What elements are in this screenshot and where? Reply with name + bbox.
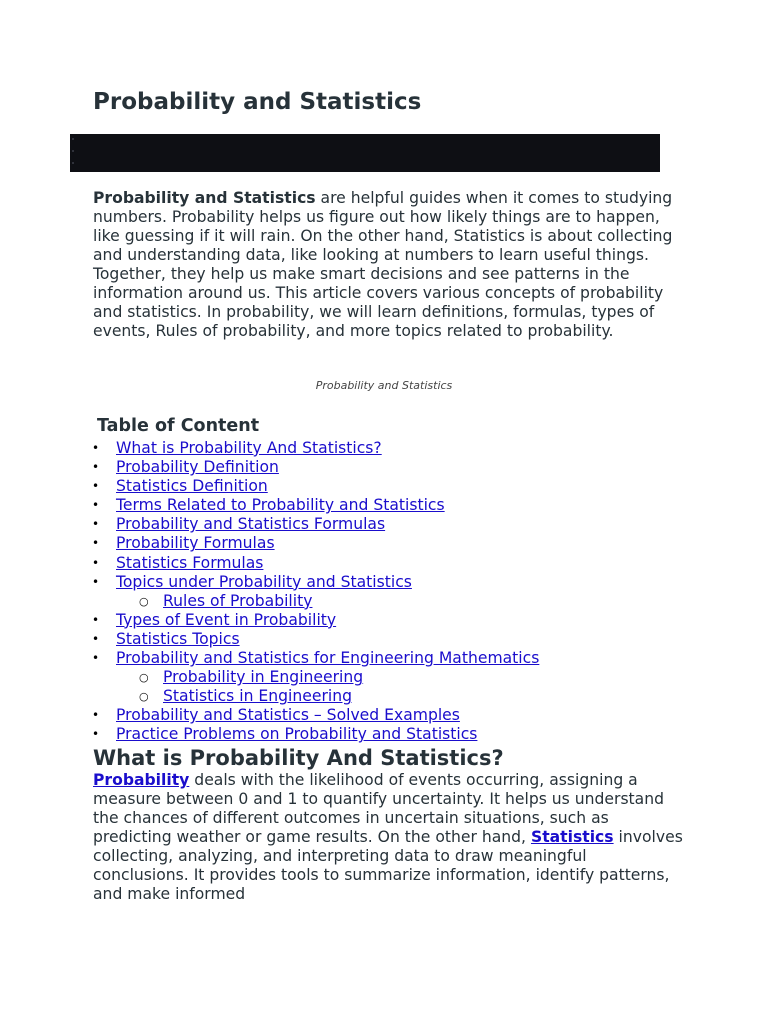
disc-bullet-icon: • [92,555,100,570]
section-paragraph [93,771,683,904]
toc-item [93,554,693,573]
circle-bullet-icon: ○ [139,690,149,704]
section-text-1: deals with the likelihood of events occurring, assigning a measure between 0 and 1 to quantify uncertainty. It helps us understand the chances of different outcomes in uncertain situations, such as predicting weather or game results. On the other hand, [93,771,665,846]
toc-title: Table of Content [97,416,260,436]
toc-link[interactable]: Statistics Definition [116,477,268,496]
disc-bullet-icon: • [92,517,100,532]
toc-item [93,534,693,553]
bar-dot [72,150,74,152]
toc-link[interactable]: Statistics Topics [116,629,240,648]
intro-bold-term: Probability and Statistics [93,189,316,207]
toc-item [93,592,693,611]
toc-item [93,649,693,668]
disc-bullet-icon: • [92,460,100,475]
toc-item [93,630,693,649]
toc-link[interactable]: Terms Related to Probability and Statistics [116,496,445,515]
toc-link[interactable]: Probability and Statistics Formulas [116,515,386,534]
embedded-media-placeholder [70,134,660,172]
bar-dot [72,138,74,140]
disc-bullet-icon: • [92,574,100,589]
toc-link[interactable]: Rules of Probability [163,591,313,610]
disc-bullet-icon: • [92,612,100,627]
bar-dot [72,162,74,164]
toc-link[interactable]: Probability in Engineering [163,668,364,687]
table-of-contents [93,439,693,745]
toc-item [93,515,693,534]
toc-link[interactable]: What is Probability And Statistics? [116,439,382,457]
toc-link[interactable]: Probability and Statistics for Engineering Mathematics [116,649,540,668]
disc-bullet-icon: • [92,708,100,723]
circle-bullet-icon: ○ [139,594,149,608]
image-caption: Probability and Statistics [315,379,453,392]
disc-bullet-icon: • [92,479,100,494]
toc-item [93,668,693,687]
toc-link[interactable]: Statistics in Engineering [163,687,352,706]
toc-item [93,477,693,496]
intro-paragraph [93,189,683,341]
toc-item [93,458,693,477]
toc-item [93,439,693,458]
toc-link[interactable]: Probability Definition [116,458,279,477]
toc-item [93,496,693,515]
section-text-2: involves collecting, analyzing, and interpreting data to draw meaningful conclusions. It provides tools to summarize information, identify patterns, and make informed [93,828,683,903]
disc-bullet-icon: • [92,631,100,646]
section-heading: What is Probability And Statistics? [93,746,504,770]
disc-bullet-icon: • [92,498,100,513]
toc-link[interactable]: Topics under Probability and Statistics [116,572,412,591]
disc-bullet-icon: • [92,727,100,742]
toc-link[interactable]: Practice Problems on Probability and Statistics [116,725,478,744]
circle-bullet-icon: ○ [139,671,149,685]
toc-link[interactable]: Statistics Formulas [116,553,264,572]
toc-item [93,725,693,744]
intro-text: are helpful guides when it comes to studying numbers. Probability helps us figure out how likely things are to happen, like guessing if it will rain. On the other hand, Statistics is about collecting and understanding data, like looking at numbers to learn useful things. Together, they help us make smart decisions and see patterns in the information around us. This article covers various concepts of probability and statistics. In probability, we will learn definitions, formulas, types of events, Rules of probability, and more topics related to probability. [93,189,673,340]
toc-item [93,611,693,630]
toc-link[interactable]: Probability Formulas [116,534,275,553]
toc-item [93,573,693,592]
probability-link[interactable]: Probability [93,771,190,789]
disc-bullet-icon: • [92,441,100,455]
toc-item [93,706,693,725]
disc-bullet-icon: • [92,536,100,551]
disc-bullet-icon: • [92,651,100,666]
statistics-link[interactable]: Statistics [530,828,614,846]
toc-link[interactable]: Probability and Statistics – Solved Examples [116,706,460,725]
page-title: Probability and Statistics [93,89,422,115]
toc-item [93,687,693,706]
toc-link[interactable]: Types of Event in Probability [116,610,337,629]
